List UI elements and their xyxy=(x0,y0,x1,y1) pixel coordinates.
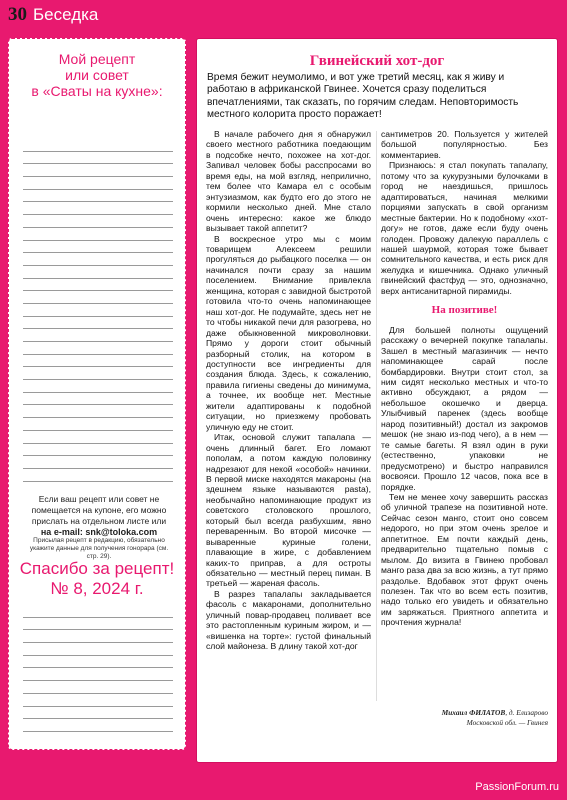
article-title: Гвинейский хот-дог xyxy=(309,53,445,69)
writing-line xyxy=(23,367,173,380)
coupon-fee-note: Присылая рецепт в редакцию, обязательно укажите данные для получения гонорара (см. стр. 29). xyxy=(29,537,169,560)
writing-line xyxy=(23,266,173,279)
writing-line xyxy=(23,164,173,177)
coupon-writing-lines[interactable] xyxy=(23,139,173,482)
writing-line xyxy=(23,380,173,393)
paragraph: сантиметров 20. Пользуется у жителей большой популярностью. Без комментариев. xyxy=(381,129,548,160)
recipe-coupon xyxy=(8,38,186,750)
writing-line xyxy=(23,405,173,418)
paragraph: В начале рабочего дня я обнаружил своего местного работника поедающим в подсобке нечто, похожее на хот-дог. Запивал человек бобы расспросами во время еды, на мой взгляд, неприлично, тем более что Камара ел с особым энтузиазмом, как будто его до этого не кормили несколько дней. Мне стало очень интересно: какое же блюдо вызывает такой аппетит? xyxy=(206,129,371,234)
author-signature: Михаил ФИЛАТОВ, д. Елизарово Московской обл. — Гвинея xyxy=(441,708,548,727)
writing-line xyxy=(23,177,173,190)
writing-line xyxy=(23,444,173,457)
paragraph: Итак, основой служит тапалапа — очень длинный багет. Его ломают пополам, а потом каждую половинку надрезают для некой «особой» начинки. В первой миске находятся макароны (на здешнем языке называются pasta), необычайно напоминающие продукт из советского столовского прошлого, который был всегда разбухшим, явно переваренным. Во второй мисочке — вываренные куриные голени, плавающие в жире, с добавлением каких-то приправ, а для остроты обязательно — местный перец пиман. В третьей — жареная фасоль. xyxy=(206,432,371,589)
paragraph: В разрез тапалапы закладывается фасоль с макаронами, дополнительно уличный повар-продавец поливает все это растопленным куриным жиром, и — «вишенка на торте»: густой финальный слой майонеза. В длину такой хот-дог xyxy=(206,588,371,652)
writing-line xyxy=(23,152,173,165)
article-lead: Время бежит неумолимо, и вот уже третий месяц, как я живу и работаю в африканской Гвинее. Хочется сразу поделиться впечатлениями, так сказать, по горячим следам. Неповторимость местного колорита просто поражает! xyxy=(207,72,519,120)
paragraph: Тем не менее хочу завершить рассказ об уличной трапезе на позитивной ноте. Сейчас сезон манго, стоит оно совсем недорого, но при этом очень зрелое и аппетитное. Ем почти каждый день, предварительно тщательно помыв с мылом. До визита в Гвинею пробовал манго раза два за всю жизнь, а тут прямо раздолье. Вдобавок этот фрукт очень полезен. Так что во всем есть позитив, надо только его увидеть и обязательно им заряжаться. Приятного аппетита и прочтения журнала! xyxy=(381,491,548,628)
coupon-email: на e-mail: snk@toloka.com xyxy=(40,527,158,537)
writing-line xyxy=(23,279,173,292)
writing-line xyxy=(23,355,173,368)
writing-line xyxy=(23,707,173,720)
writing-line xyxy=(23,241,173,254)
writing-line xyxy=(23,668,173,681)
article-column-left xyxy=(206,129,371,652)
writing-line xyxy=(23,618,173,631)
writing-line xyxy=(23,719,173,732)
column-divider xyxy=(376,131,377,701)
writing-line xyxy=(23,643,173,656)
section-title: Беседка xyxy=(33,5,99,24)
page-number: 30 xyxy=(8,4,27,25)
writing-line xyxy=(23,656,173,669)
writing-line xyxy=(23,202,173,215)
writing-line xyxy=(23,418,173,431)
writing-line xyxy=(23,469,173,482)
writing-line xyxy=(23,329,173,342)
writing-line xyxy=(23,317,173,330)
writing-line xyxy=(23,190,173,203)
article xyxy=(196,38,558,763)
writing-line xyxy=(23,694,173,707)
coupon-title: Мой рецепт или совет в «Сваты на кухне»: xyxy=(31,51,163,99)
paragraph: В воскресное утро мы с моим товарищем Алексеем решили прогуляться до рыбацкого поселка — он начинался почти сразу за нашим поселением. Внимание привлекла женщина, которая с завидной быстротой готовила что-то очень напоминающее наш хот-дог. Не подумайте, здесь нет не то чтобы никакой печи для разогрева, но даже обыкновенной микроволновки. Прямо у дороги стоит обычный разборный столик, на котором в доступности все ингредиенты для создания блюда. Здесь, к сожалению, правила гигиены сведены до минимума, а точнее, их вообще нет. Местные жители адаптированы к подобной ситуации, но приезжему пробовать уличную еду не стоит. xyxy=(206,233,371,432)
writing-line xyxy=(23,342,173,355)
writing-line xyxy=(23,304,173,317)
article-column-right xyxy=(381,129,548,628)
writing-line xyxy=(23,431,173,444)
article-subheading: На позитиве! xyxy=(431,304,498,317)
writing-line xyxy=(23,215,173,228)
writing-line xyxy=(23,630,173,643)
writing-line xyxy=(23,456,173,469)
paragraph: Для большей полноты ощущений расскажу о вечерней покупке тапалапы. Зашел в местный магазинчик — нечто напоминающее сарай после бомбардировки. Внутри стоит стол, за ним сидят несколько местных и что-то активно обсуждают, а рядом — небольшое окошечко и дверца. Улыбчивый паренек (здесь вообще народ позитивный!) достал из закромов мешок (не знаю из-под чего), а в нем — те самые багеты. Я взял один в руки (естественно, упаковки не предусмотрено) и быстро направился восвояси. Прошло 12 часов, пока все в порядке. xyxy=(381,324,548,492)
page-header xyxy=(0,0,567,30)
writing-line xyxy=(23,291,173,304)
coupon-writing-lines-bottom[interactable] xyxy=(23,605,173,732)
watermark: PassionForum.ru xyxy=(475,781,559,793)
coupon-note: Если ваш рецепт или совет не помещается на купоне, его можно прислать на отдельном листе или на e-mail: snk@toloka.com xyxy=(31,494,167,537)
paragraph: Признаюсь: я стал покупать тапалапу, потому что за кукурузными булочками в город не наездишься, пришлось адаптироваться, начиная мелкими порциями запускать в свой организм местные бактерии. Но к подобному «хот-догу» не готов, даже если буду очень голоден. Провожу далекую параллель с нашей шаурмой, которая тоже бывает сомнительного качества, и есть риск для желудка и кишечника. Однако уличный гвинейский фастфуд — это, однозначно, верх антисанитарной пирамиды. xyxy=(381,160,548,296)
writing-line xyxy=(23,228,173,241)
writing-line xyxy=(23,393,173,406)
writing-line xyxy=(23,139,173,152)
coupon-thanks: Спасибо за рецепт! № 8, 2024 г. xyxy=(19,559,175,598)
writing-line xyxy=(23,253,173,266)
writing-line xyxy=(23,681,173,694)
writing-line xyxy=(23,605,173,618)
